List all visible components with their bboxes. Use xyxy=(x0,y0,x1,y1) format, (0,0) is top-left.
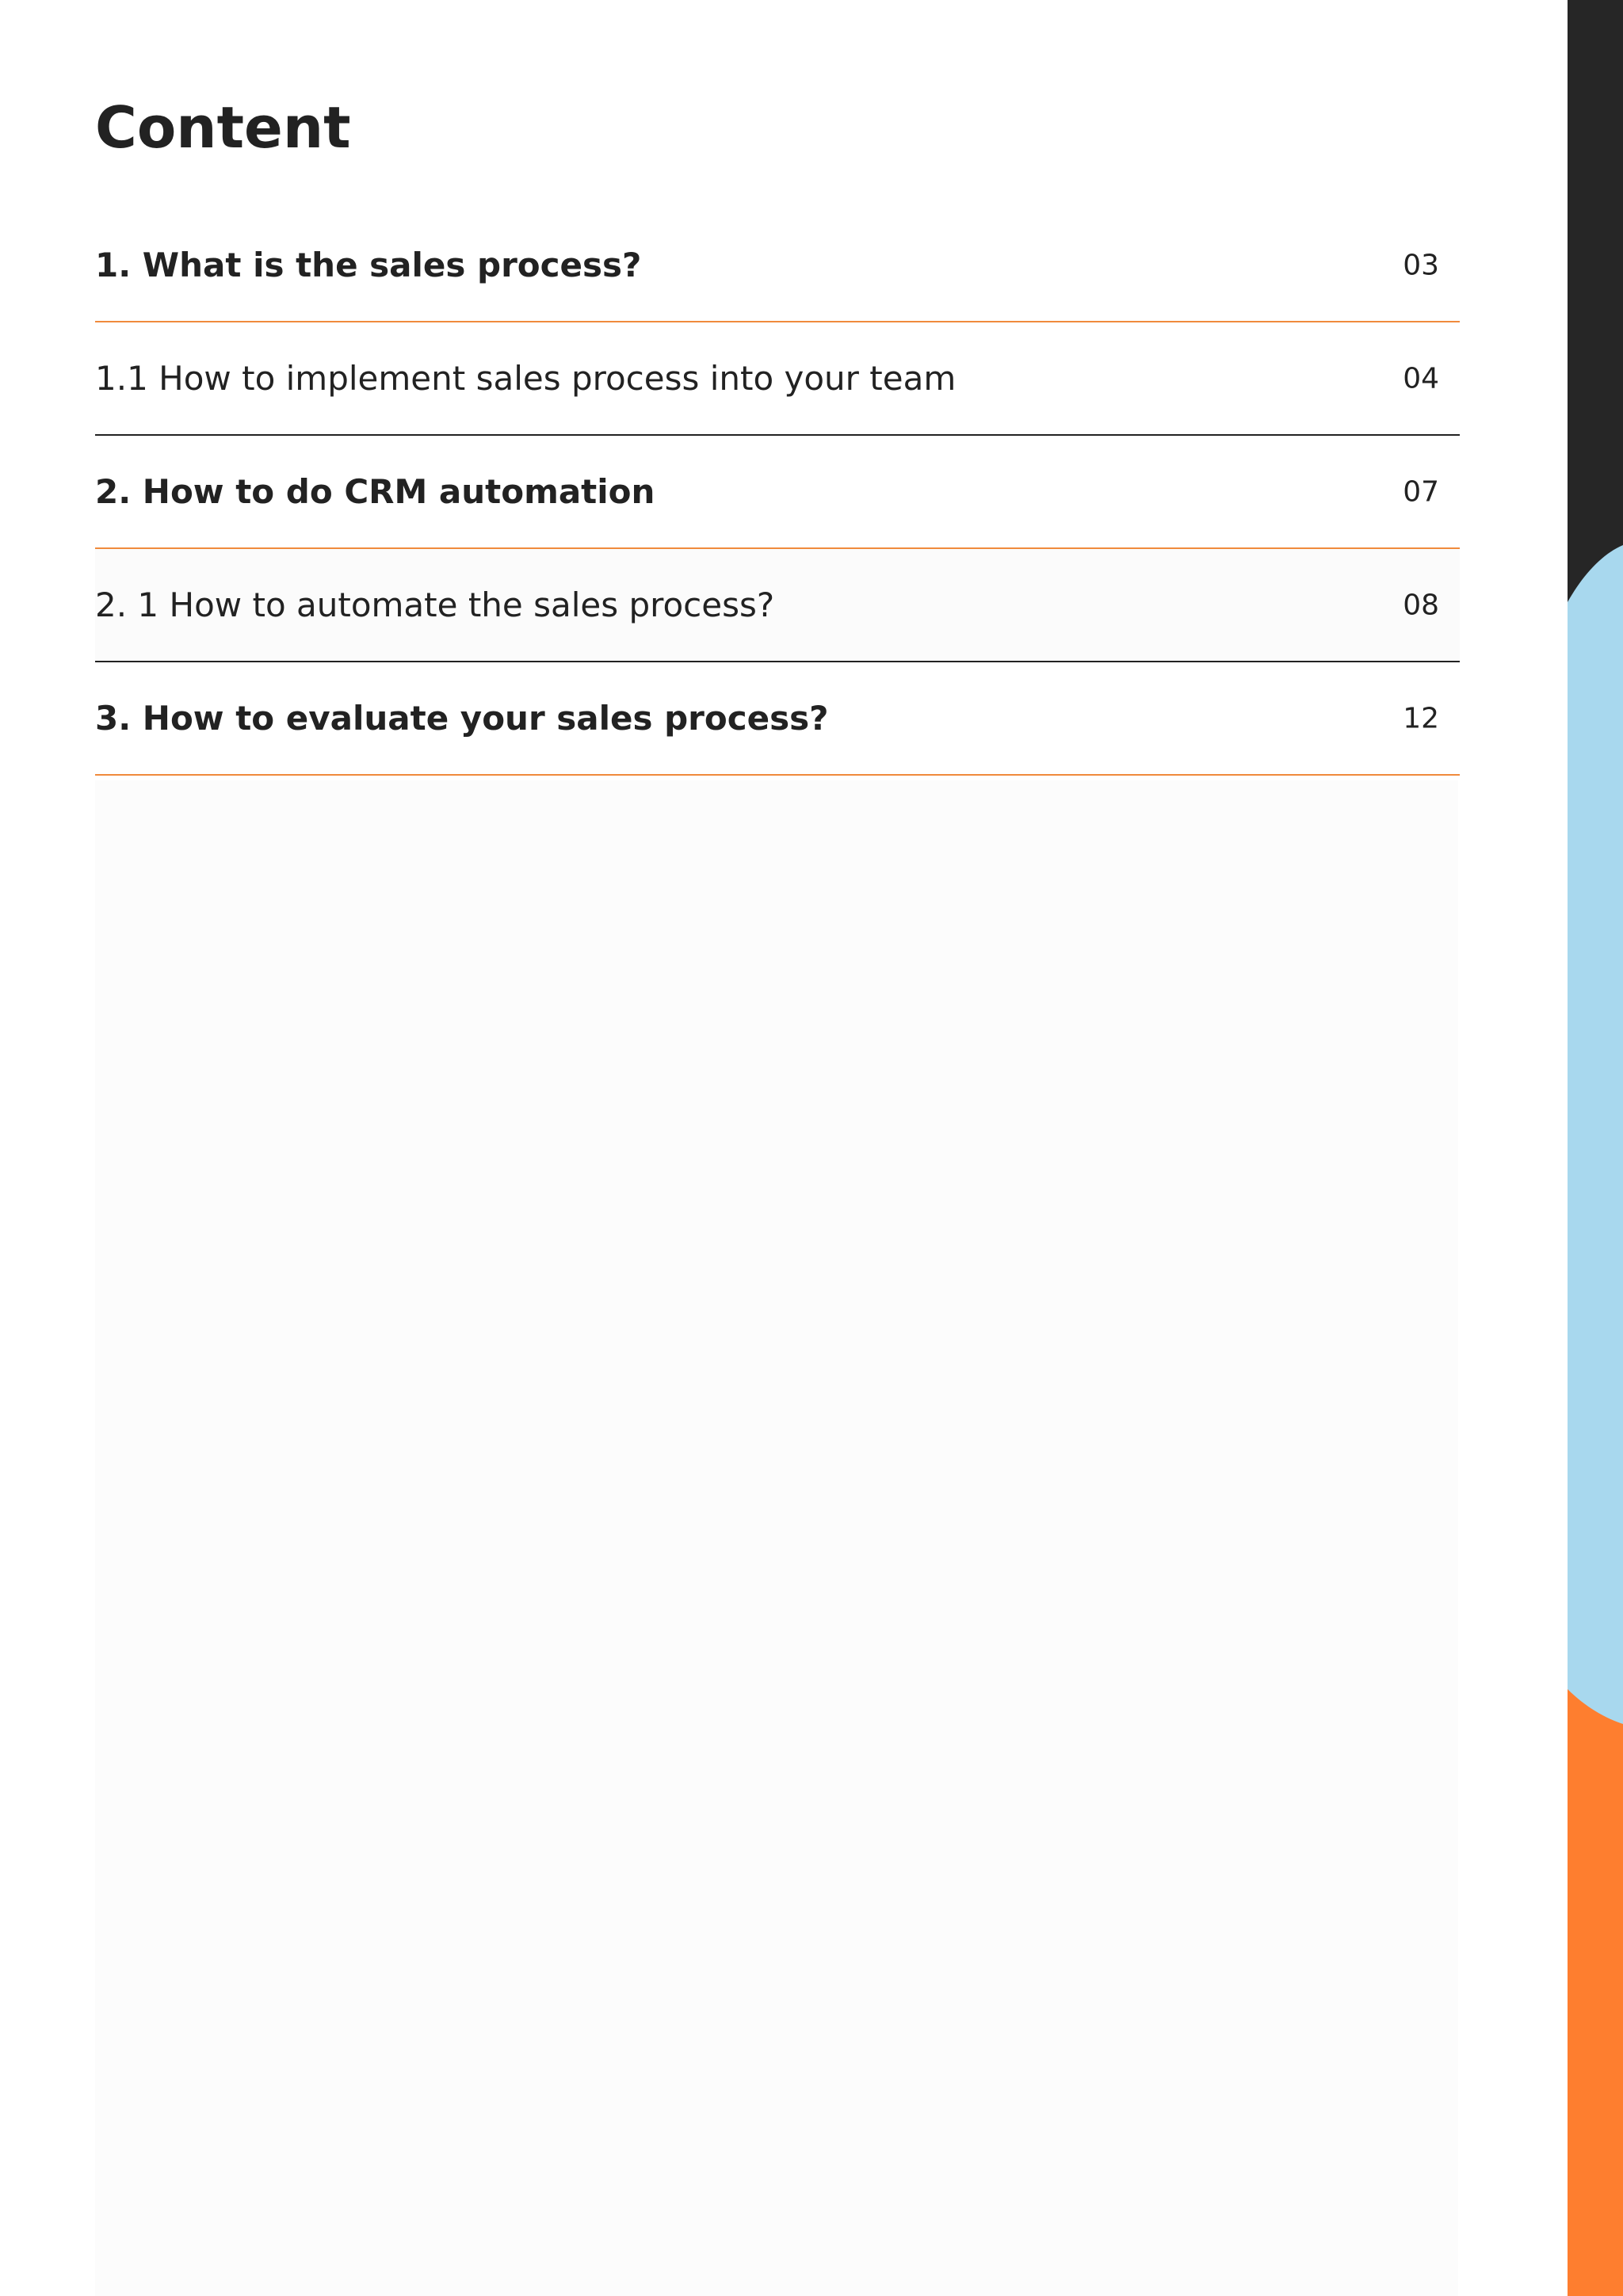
toc-entry-label: 2. 1 How to automate the sales process? xyxy=(95,585,775,624)
toc-entry-page: 12 xyxy=(1403,701,1439,734)
toc-entry-2[interactable] xyxy=(95,436,1460,549)
toc-entry-page: 07 xyxy=(1403,475,1439,508)
toc-entry-3[interactable] xyxy=(95,662,1460,776)
toc-entry-label: 1. What is the sales process? xyxy=(95,245,642,284)
sidebar-blue-wave xyxy=(1568,545,1623,1727)
sidebar-orange-wave xyxy=(1568,1689,1623,2296)
toc-entry-label: 3. How to evaluate your sales process? xyxy=(95,698,829,738)
toc-entry-2-1[interactable] xyxy=(95,549,1460,662)
toc-entry-label: 2. How to do CRM automation xyxy=(95,471,655,511)
toc-entry-page: 03 xyxy=(1403,248,1439,281)
toc-entry-1-1[interactable] xyxy=(95,322,1460,436)
side-decoration xyxy=(1568,0,1623,2296)
toc-entry-page: 08 xyxy=(1403,588,1439,621)
toc-entry-1[interactable] xyxy=(95,209,1460,322)
content-panel-background xyxy=(95,780,1458,2296)
table-of-contents xyxy=(95,209,1460,776)
toc-entry-label: 1.1 How to implement sales process into your team xyxy=(95,358,957,398)
toc-entry-page: 04 xyxy=(1403,361,1439,395)
page-title: Content xyxy=(95,94,351,161)
